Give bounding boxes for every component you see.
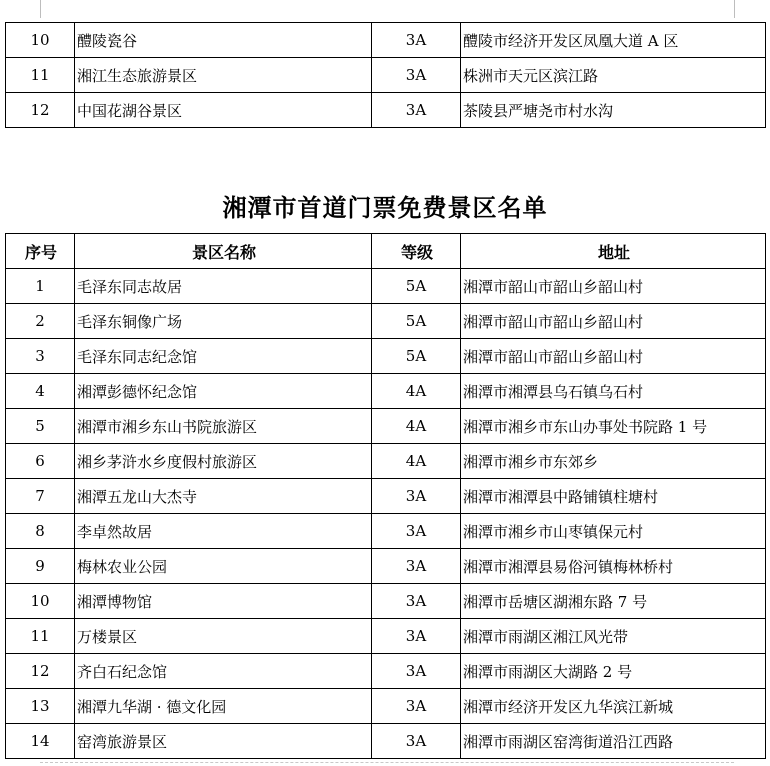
table-row — [6, 444, 766, 479]
cell-no: 4 — [6, 374, 75, 409]
cell-address: 湘潭市岳塘区湖湘东路 7 号 — [461, 584, 766, 619]
table-row — [6, 409, 766, 444]
table-row — [6, 619, 766, 654]
cell-grade: 4A — [372, 444, 461, 479]
cell-name: 湘江生态旅游景区 — [75, 58, 372, 93]
cell-no: 12 — [6, 93, 75, 128]
cell-name: 李卓然故居 — [75, 514, 372, 549]
page-margin-guide-left — [40, 0, 41, 18]
cell-name: 梅林农业公园 — [75, 549, 372, 584]
table-header-row — [6, 234, 766, 269]
table-row — [6, 58, 766, 93]
cell-grade: 3A — [372, 23, 461, 58]
header-no: 序号 — [6, 234, 75, 269]
table-row — [6, 584, 766, 619]
cell-address: 湘潭市雨湖区大湖路 2 号 — [461, 654, 766, 689]
table-row — [6, 654, 766, 689]
cell-no: 2 — [6, 304, 75, 339]
header-name: 景区名称 — [75, 234, 372, 269]
table-row — [6, 374, 766, 409]
cell-address: 湘潭市雨湖区窑湾街道沿江西路 — [461, 724, 766, 759]
continued-table-body — [6, 23, 766, 128]
cell-address: 株洲市天元区滨江路 — [461, 58, 766, 93]
table-row — [6, 304, 766, 339]
cell-name: 万楼景区 — [75, 619, 372, 654]
cell-no: 10 — [6, 584, 75, 619]
table-row — [6, 339, 766, 374]
cell-no: 10 — [6, 23, 75, 58]
cell-address: 湘潭市湘乡市山枣镇保元村 — [461, 514, 766, 549]
table-row — [6, 93, 766, 128]
cell-address: 湘潭市湘潭县中路铺镇柱塘村 — [461, 479, 766, 514]
cell-grade: 3A — [372, 689, 461, 724]
cell-no: 12 — [6, 654, 75, 689]
cell-grade: 3A — [372, 654, 461, 689]
cell-name: 毛泽东同志故居 — [75, 269, 372, 304]
cell-no: 3 — [6, 339, 75, 374]
cell-address: 湘潭市韶山市韶山乡韶山村 — [461, 269, 766, 304]
cell-name: 湘潭彭德怀纪念馆 — [75, 374, 372, 409]
cell-address: 湘潭市经济开发区九华滨江新城 — [461, 689, 766, 724]
continued-table — [5, 22, 766, 128]
table-row — [6, 549, 766, 584]
cell-name: 湘潭五龙山大杰寺 — [75, 479, 372, 514]
cell-grade: 3A — [372, 514, 461, 549]
cell-grade: 4A — [372, 409, 461, 444]
cell-address: 湘潭市湘乡市东山办事处书院路 1 号 — [461, 409, 766, 444]
cell-grade: 5A — [372, 339, 461, 374]
cell-grade: 3A — [372, 93, 461, 128]
cell-no: 11 — [6, 58, 75, 93]
cell-no: 1 — [6, 269, 75, 304]
table-row — [6, 514, 766, 549]
cell-no: 9 — [6, 549, 75, 584]
cell-no: 5 — [6, 409, 75, 444]
cell-name: 湘潭博物馆 — [75, 584, 372, 619]
cell-grade: 3A — [372, 58, 461, 93]
cell-grade: 3A — [372, 584, 461, 619]
cell-name: 醴陵瓷谷 — [75, 23, 372, 58]
cell-name: 窑湾旅游景区 — [75, 724, 372, 759]
cell-grade: 3A — [372, 619, 461, 654]
cell-grade: 5A — [372, 304, 461, 339]
cell-grade: 3A — [372, 479, 461, 514]
cell-address: 湘潭市湘乡市东郊乡 — [461, 444, 766, 479]
scenic-spot-table — [5, 233, 766, 759]
cell-name: 湘乡茅浒水乡度假村旅游区 — [75, 444, 372, 479]
cell-no: 6 — [6, 444, 75, 479]
table-row — [6, 689, 766, 724]
cell-no: 14 — [6, 724, 75, 759]
cell-address: 湘潭市湘潭县乌石镇乌石村 — [461, 374, 766, 409]
cell-name: 中国花湖谷景区 — [75, 93, 372, 128]
table-row — [6, 23, 766, 58]
header-address: 地址 — [461, 234, 766, 269]
table-row — [6, 479, 766, 514]
cell-name: 湘潭市湘乡东山书院旅游区 — [75, 409, 372, 444]
cell-name: 毛泽东同志纪念馆 — [75, 339, 372, 374]
cell-grade: 5A — [372, 269, 461, 304]
document-title: 湘潭市首道门票免费景区名单 — [222, 193, 548, 222]
cell-no: 13 — [6, 689, 75, 724]
cell-no: 7 — [6, 479, 75, 514]
cell-address: 湘潭市雨湖区湘江风光带 — [461, 619, 766, 654]
cell-address: 醴陵市经济开发区凤凰大道 A 区 — [461, 23, 766, 58]
cell-name: 齐白石纪念馆 — [75, 654, 372, 689]
cell-no: 11 — [6, 619, 75, 654]
cell-address: 茶陵县严塘尧市村水沟 — [461, 93, 766, 128]
scenic-spot-table-body — [6, 269, 766, 759]
cell-no: 8 — [6, 514, 75, 549]
cell-grade: 3A — [372, 724, 461, 759]
cell-name: 湘潭九华湖 · 德文化园 — [75, 689, 372, 724]
table-row — [6, 269, 766, 304]
table-row — [6, 724, 766, 759]
page-margin-guide-bottom — [40, 762, 734, 763]
cell-grade: 4A — [372, 374, 461, 409]
page-margin-guide-right — [734, 0, 735, 18]
header-grade: 等级 — [372, 234, 461, 269]
cell-address: 湘潭市湘潭县易俗河镇梅林桥村 — [461, 549, 766, 584]
cell-grade: 3A — [372, 549, 461, 584]
cell-address: 湘潭市韶山市韶山乡韶山村 — [461, 304, 766, 339]
cell-address: 湘潭市韶山市韶山乡韶山村 — [461, 339, 766, 374]
cell-name: 毛泽东铜像广场 — [75, 304, 372, 339]
